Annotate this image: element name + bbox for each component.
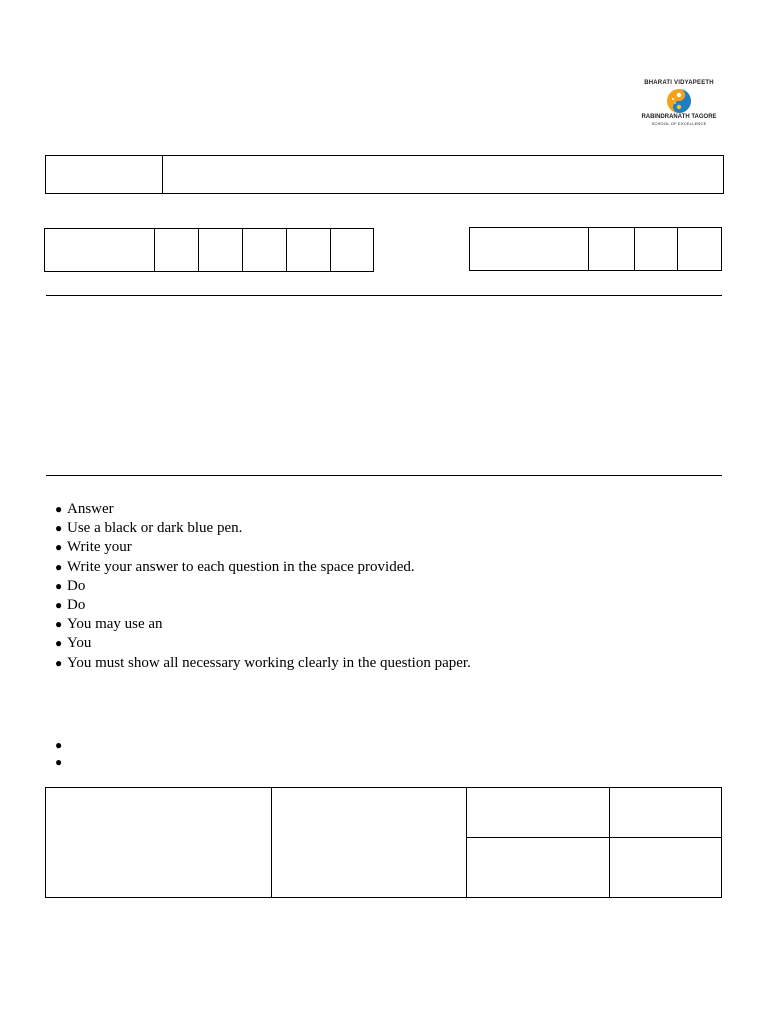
candidate-name-box xyxy=(45,155,724,194)
information-item xyxy=(55,737,62,754)
instruction-item: ● Answer xyxy=(55,500,715,519)
instruction-item: ● You xyxy=(55,634,715,653)
table-row-divider xyxy=(466,837,722,838)
bullet-icon: ● xyxy=(55,502,63,516)
digit-cell xyxy=(634,228,635,270)
bullet-icon: ● xyxy=(55,655,63,670)
bullet-icon: ● xyxy=(55,598,63,613)
centre-number-box xyxy=(44,228,374,272)
bullet-icon: ● xyxy=(55,521,63,536)
instruction-item: ● Use a black or dark blue pen. xyxy=(55,519,715,538)
digit-cell xyxy=(154,229,155,271)
divider-line xyxy=(46,295,722,296)
bullet-icon: ● xyxy=(55,738,63,752)
logo-emblem-icon xyxy=(666,88,692,114)
bullet-icon: ● xyxy=(55,755,63,769)
bullet-icon: ● xyxy=(55,617,63,632)
instruction-item: ● You may use an xyxy=(55,615,715,634)
instruction-item: ● Write your answer to each question in the space provided. xyxy=(55,558,715,577)
digit-cell xyxy=(242,229,243,271)
divider-line xyxy=(46,475,722,476)
logo-sub-text: SCHOOL OF EXCELLENCE xyxy=(651,121,707,126)
bullet-icon: ● xyxy=(55,578,63,593)
bullet-icon: ● xyxy=(55,540,63,555)
table-column-divider xyxy=(271,788,272,897)
digit-cell xyxy=(677,228,678,270)
candidate-name-label-cell xyxy=(162,156,163,193)
instructions-list xyxy=(55,500,715,673)
instruction-item: ● Do xyxy=(55,596,715,615)
table-column-divider xyxy=(466,788,467,897)
digit-cell xyxy=(286,229,287,271)
digit-cell xyxy=(588,228,589,270)
bullet-icon: ● xyxy=(55,636,63,651)
bullet-icon: ● xyxy=(55,559,63,574)
instruction-item: ● Write your xyxy=(55,538,715,557)
table-column-divider xyxy=(609,788,610,897)
information-list xyxy=(55,737,62,771)
logo-name-text: RABINDRANATH TAGORE xyxy=(641,114,717,120)
digit-cell xyxy=(198,229,199,271)
instruction-item: ● Do xyxy=(55,577,715,596)
logo-top-text: BHARATI VIDYAPEETH xyxy=(644,80,714,86)
school-logo xyxy=(634,80,724,132)
digit-cell xyxy=(330,229,331,271)
marks-table xyxy=(45,787,722,898)
candidate-number-box xyxy=(469,227,722,271)
instruction-item: ● You must show all necessary working clearly in the question paper. xyxy=(55,654,715,673)
information-item xyxy=(55,754,62,771)
